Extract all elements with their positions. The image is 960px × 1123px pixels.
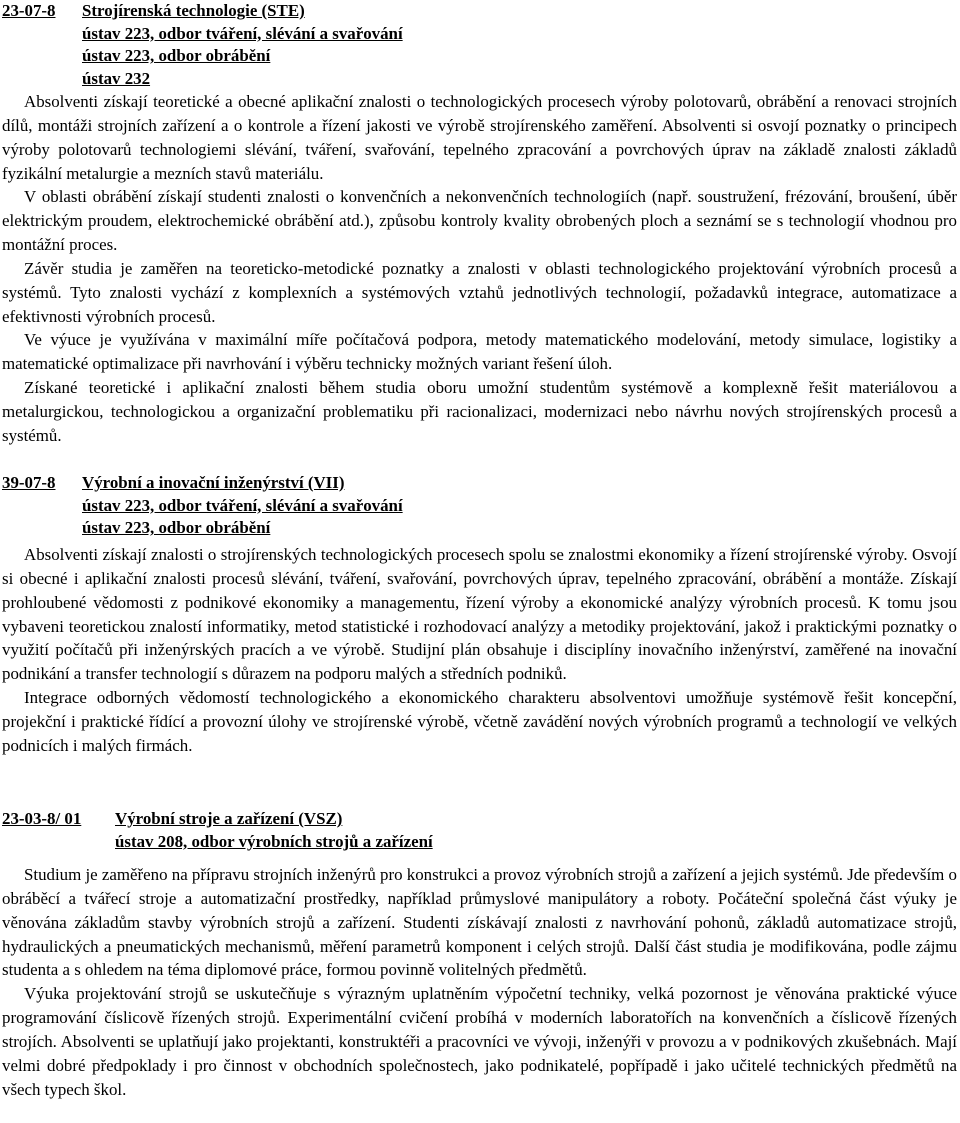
paragraph: Absolventi získají znalosti o strojírenských technologických procesech spolu se znalostmi ekonomiky a řízení strojírenské výroby. Osvojí si obecné i aplikační znalosti procesů slévání, tváření, svařování, povrchových úprav, tepelného zpracování, obrábění a montáže. Získají prohloubené vědomosti z podnikové ekonomiky a managementu, řízení výroby a ekonomické analýzy výrobních procesů. K tomu jsou vybaveni teoretickou znalostí informatiky, metod statistické i rozhodovací analýzy a metodiky projektování, jakož i praktickými poznatky o využití počítačů při inženýrských pracích a ve výrobě. Studijní plán obsahuje i disciplíny inovačního inženýrství, zaměřené na inovační podnikání a transfer technologií s důrazem na podporu malých a středních podniků. bbox=[2, 545, 957, 684]
paragraph: V oblasti obrábění získají studenti znalosti o konvenčních a nekonvenčních technologiích (např. soustružení, frézování, broušení, úběr elektrickým proudem, elektrochemické obrábění atd.), způsobu kontroly kvality obrobených ploch a seznámí se s technologií vhodnou pro montážní proces. bbox=[2, 187, 957, 255]
program-code: 23-07-8 bbox=[2, 1, 56, 20]
paragraph: Integrace odborných vědomostí technologického a ekonomického charakteru absolventovi umožňuje systémově řešit koncepční, projekční i praktické řídící a provozní úlohy ve strojírenské výrobě, včetně zavádění nových výrobních programů a technologií ve velkých podnicích i malých firmách. bbox=[2, 688, 957, 755]
program-title: Výrobní a inovační inženýrství (VII) bbox=[82, 473, 345, 492]
program-code: 23-03-8/ 01 bbox=[2, 809, 82, 828]
program-code: 39-07-8 bbox=[2, 473, 56, 492]
section-heading bbox=[2, 808, 957, 853]
program-title: Strojírenská technologie (STE) bbox=[82, 1, 305, 20]
section-body bbox=[2, 543, 957, 758]
paragraph: Získané teoretické i aplikační znalosti během studia oboru umožní studentům systémově a komplexně řešit materiálovou a metalurgickou, technologickou a organizační problematiku při racionalizaci, modernizaci nebo návrhu nových strojírenských procesů a systémů. bbox=[2, 378, 957, 445]
program-title: Výrobní stroje a zařízení (VSZ) bbox=[115, 809, 343, 828]
program-section-vii bbox=[2, 472, 957, 755]
department-line: ústav 223, odbor obrábění bbox=[82, 518, 271, 538]
paragraph: Závěr studia je zaměřen na teoreticko-metodické poznatky a znalosti v oblasti technologického projektování výrobních procesů a systémů. Tyto znalosti vychází z komplexních a systémových vztahů jednotlivých technologií, požadavků integrace, automatizace a efektivnosti výrobních procesů. bbox=[2, 258, 957, 326]
paragraph: Výuka projektování strojů se uskutečňuje s výrazným uplatněním výpočetní techniky, velká pozornost je věnována praktické výuce programování číslicově řízených strojů. Experimentální cvičení probíhá v moderních laboratořích na konvenčních a číslicově řízených strojích. Absolventi se uplatňují jako projektanti, konstruktéři a pracovníci ve vývoji, inženýři v provozu a v podnikových zkušebnách. Mají velmi dobré předpoklady i pro činnost v obchodních společnostech, jako podnikatelé, popřípadě i jako učitelé technických předmětů na všech typech škol. bbox=[2, 984, 957, 1099]
section-heading bbox=[2, 472, 957, 540]
paragraph: Studium je zaměřeno na přípravu strojních inženýrů pro konstrukci a provoz výrobních strojů a zařízení a jejich systémů. Jde především o obráběcí a tvářecí stroje a automatizační prostředky, například průmyslové manipulátory a roboty. Počáteční společná část výuky je věnována základům stavby výrobních strojů a zařízení. Studenti získávají znalosti z navrhování pohonů, základů automatizace strojů, hydraulických a pneumatických mechanismů, měření parametrů komponent i celých strojů. Další část studia je modifikována, podle zájmu studenta a s ohledem na téma diplomové práce, formou povinně volitelných předmětů. bbox=[2, 865, 957, 980]
section-body bbox=[2, 90, 957, 448]
department-line: ústav 223, odbor tváření, slévání a svařování bbox=[82, 23, 403, 43]
section-body bbox=[2, 863, 957, 1101]
program-section-ste bbox=[2, 0, 957, 445]
program-section-vsz bbox=[2, 808, 957, 1099]
paragraph: Absolventi získají teoretické a obecné aplikační znalosti o technologických procesech výroby polotovarů, obrábění a renovaci strojních dílů, montáži strojních zařízení a o kontrole a řízení jakosti ve výrobě strojírenského zaměření. Absolventi si osvojí poznatky o principech výroby polotovarů technologiemi slévání, tváření, svařování, tepelného zpracování a povrchových úprav na základě znalosti základů fyzikální metalurgie a mezních stavů materiálu. bbox=[2, 92, 957, 183]
department-line: ústav 232 bbox=[82, 68, 151, 88]
department-line: ústav 208, odbor výrobních strojů a zařízení bbox=[115, 831, 433, 851]
department-line: ústav 223, odbor obrábění bbox=[82, 46, 271, 66]
section-heading bbox=[2, 0, 957, 90]
paragraph: Ve výuce je využívána v maximální míře počítačová podpora, metody matematického modelování, metody simulace, logistiky a matematické optimalizace při navrhování i výběru technicky možných variant řešení úloh. bbox=[2, 330, 957, 374]
department-line: ústav 223, odbor tváření, slévání a svařování bbox=[82, 495, 403, 515]
